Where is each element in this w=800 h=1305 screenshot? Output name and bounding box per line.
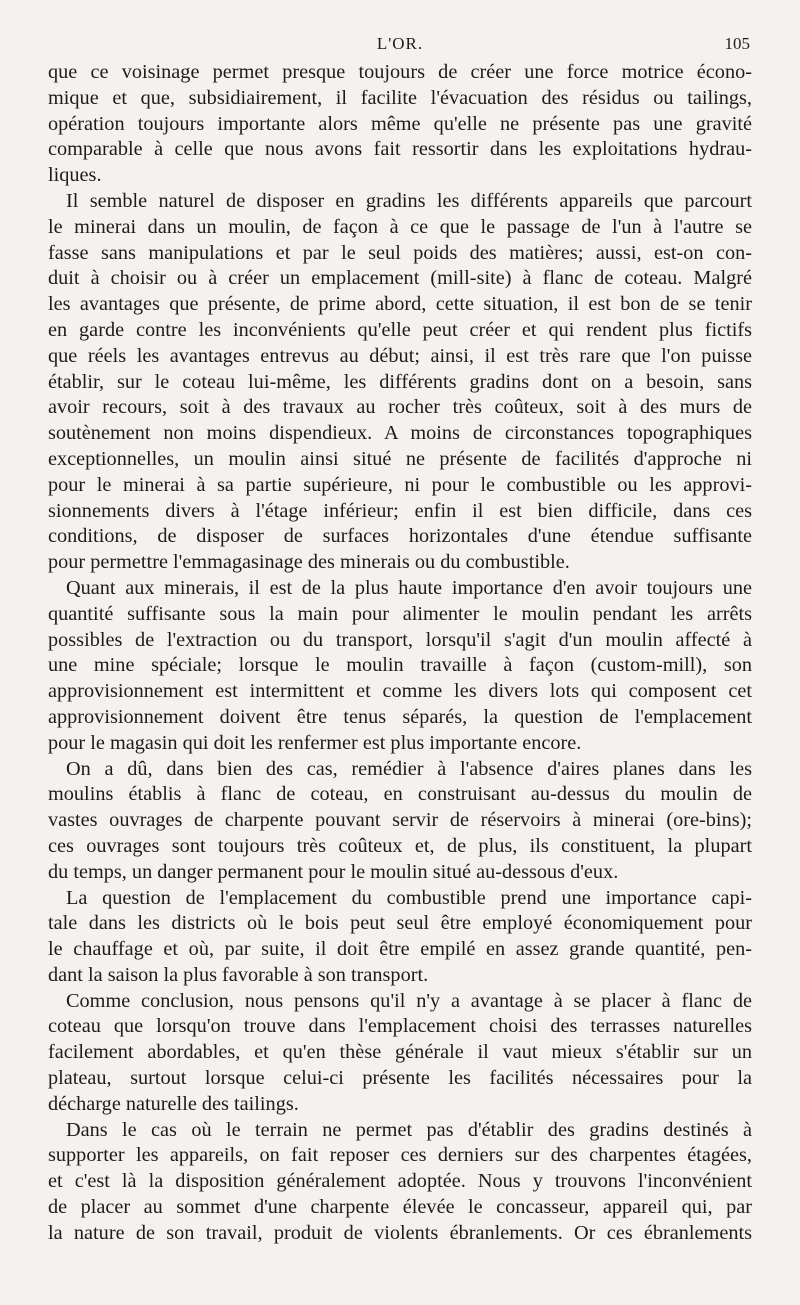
text-line: pour permettre l'emmagasinage des minerais ou du combustible.: [48, 551, 570, 574]
text-line: On a dû, dans bien des cas, remédier à l'absence d'aires planes dans les: [66, 757, 752, 780]
text-line: décharge naturelle des tailings.: [48, 1092, 299, 1115]
text-line: du temps, un danger permanent pour le moulin situé au-dessous d'eux.: [48, 860, 619, 883]
text-line: une mine spéciale; lorsque le moulin travaille à façon (custom-mill), son: [48, 654, 752, 677]
running-title: L'OR.: [376, 34, 424, 53]
text-line: fasse sans manipulations et par le seul poids des matières; aussi, est-on con-: [48, 241, 752, 264]
text-line: facilement abordables, et qu'en thèse générale il vaut mieux s'établir sur un: [48, 1041, 752, 1064]
text-line: approvisionnement doivent être tenus séparés, la question de l'emplacement: [48, 705, 752, 728]
text-line: moulins établis à flanc de coteau, en construisant au-dessus du moulin de: [48, 783, 752, 806]
text-line: le minerai dans un moulin, de façon à ce que le passage de l'un à l'autre se: [48, 215, 752, 238]
text-line: les avantages que présente, de prime abord, cette situation, il est bon de se tenir: [48, 293, 752, 316]
page-number: 105: [724, 34, 750, 53]
text-line: sionnements divers à l'étage inférieur; enfin il est bien difficile, dans ces: [48, 499, 752, 522]
text-line: pour le minerai à sa partie supérieure, ni pour le combustible ou les approvi-: [48, 473, 752, 496]
text-line: conditions, de disposer de surfaces horizontales d'une étendue suffisante: [48, 525, 752, 548]
text-line: soutènement non moins dispendieux. A moins de circonstances topographiques: [48, 422, 752, 445]
text-line: mique et que, subsidiairement, il facilite l'évacuation des résidus ou tailings,: [48, 86, 752, 109]
text-line: la nature de son travail, produit de violents ébranlements. Or ces ébranlements: [48, 1221, 752, 1244]
text-line: Il semble naturel de disposer en gradins les différents appareils que parcourt: [66, 189, 752, 212]
text-line: Comme conclusion, nous pensons qu'il n'y a avantage à se placer à flanc de: [66, 989, 752, 1012]
running-head: [0, 28, 800, 58]
text-line: plateau, surtout lorsque celui-ci présente les facilités nécessaires pour la: [48, 1067, 752, 1090]
text-line: avoir recours, soit à des travaux au rocher très coûteux, soit à des murs de: [48, 396, 752, 419]
text-line: duit à choisir ou à créer un emplacement (mill-site) à flanc de coteau. Malgré: [48, 267, 752, 290]
text-line: La question de l'emplacement du combustible prend une importance capi-: [66, 886, 752, 909]
text-line: en garde contre les inconvénients qu'elle peut créer et qui rendent plus fictifs: [48, 318, 752, 341]
body-text: [48, 60, 752, 1247]
text-line: exceptionnelles, un moulin ainsi situé ne présente de facilités d'approche ni: [48, 447, 752, 470]
text-line: pour le magasin qui doit les renfermer est plus importante encore.: [48, 731, 582, 754]
text-line: opération toujours importante alors même qu'elle ne présente pas une gravité: [48, 112, 752, 135]
text-line: de placer au sommet d'une charpente élevée le concasseur, appareil qui, par: [48, 1196, 752, 1219]
text-line: comparable à celle que nous avons fait ressortir dans les exploitations hydrau-: [48, 138, 752, 161]
text-line: possibles de l'extraction ou du transport, lorsqu'il s'agit d'un moulin affecté à: [48, 628, 752, 651]
text-line: Dans le cas où le terrain ne permet pas d'établir des gradins destinés à: [66, 1118, 752, 1141]
text-line: que réels les avantages entrevus au début; ainsi, il est très rare que l'on puisse: [48, 344, 752, 367]
text-line: approvisionnement est intermittent et comme les divers lots qui composent cet: [48, 680, 752, 703]
text-line: établir, sur le coteau lui-même, les différents gradins dont on a besoin, sans: [48, 370, 752, 393]
text-line: vastes ouvrages de charpente pouvant servir de réservoirs à minerai (ore-bins);: [48, 809, 752, 832]
text-line: coteau que lorsqu'on trouve dans l'emplacement choisi des terrasses naturelles: [48, 1015, 752, 1038]
text-line: ces ouvrages sont toujours très coûteux et, de plus, ils constituent, la plupart: [48, 834, 752, 857]
text-line: supporter les appareils, on fait reposer ces derniers sur des charpentes étagées,: [48, 1144, 752, 1167]
text-line: et c'est là la disposition généralement adoptée. Nous y trouvons l'inconvénient: [48, 1170, 752, 1193]
text-line: que ce voisinage permet presque toujours de créer une force motrice écono-: [48, 61, 752, 83]
text-line: liques.: [48, 164, 102, 187]
text-line: dant la saison la plus favorable à son transport.: [48, 963, 429, 986]
text-line: tale dans les districts où le bois peut seul être employé économiquement pour: [48, 912, 752, 935]
text-line: Quant aux minerais, il est de la plus haute importance d'en avoir toujours une: [66, 576, 752, 599]
text-line: le chauffage et où, par suite, il doit être empilé en assez grande quantité, pen-: [48, 938, 752, 961]
text-line: quantité suffisante sous la main pour alimenter le moulin pendant les arrêts: [48, 602, 752, 625]
